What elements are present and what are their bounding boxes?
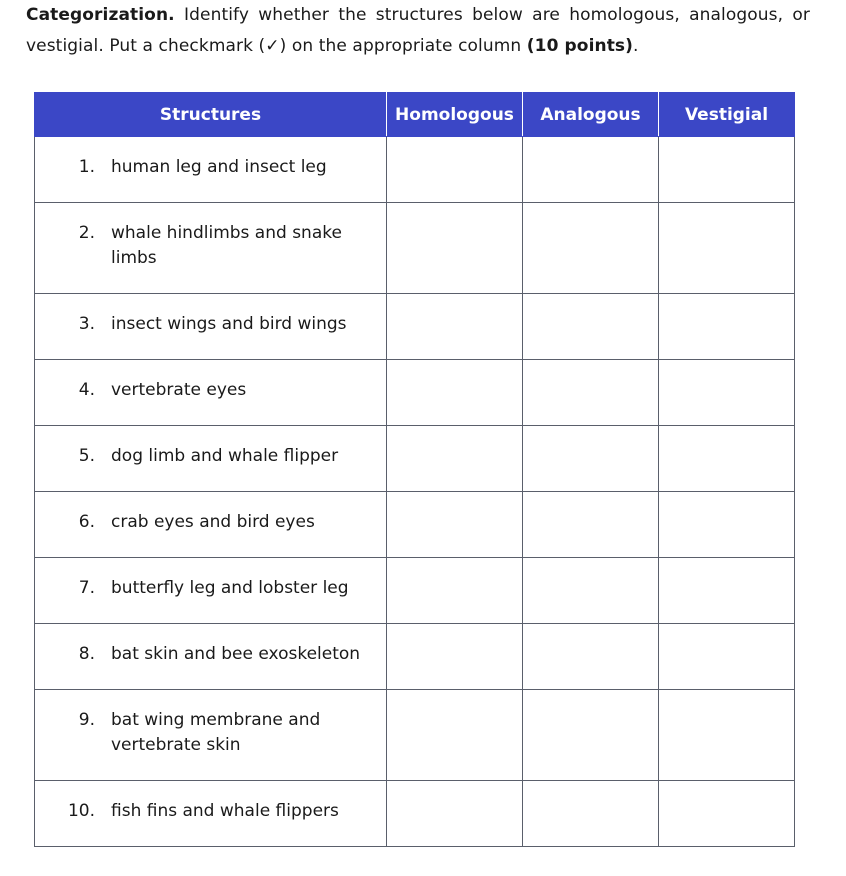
- vestigial-check-cell[interactable]: [659, 137, 795, 203]
- vestigial-check-cell[interactable]: [659, 690, 795, 781]
- structure-cell: [35, 360, 387, 426]
- structure-cell: [35, 426, 387, 492]
- homologous-check-cell[interactable]: [387, 492, 523, 558]
- item-text: dog limb and whale flipper: [111, 446, 339, 466]
- item-number: 1.: [78, 157, 95, 177]
- homologous-check-cell[interactable]: [387, 203, 523, 294]
- analogous-check-cell[interactable]: [523, 294, 659, 360]
- analogous-check-cell[interactable]: [523, 492, 659, 558]
- analogous-check-cell[interactable]: [523, 558, 659, 624]
- analogous-check-cell[interactable]: [523, 360, 659, 426]
- item-text: fish fins and whale flippers: [111, 801, 339, 821]
- homologous-check-cell[interactable]: [387, 781, 523, 847]
- homologous-check-cell[interactable]: [387, 360, 523, 426]
- vestigial-check-cell[interactable]: [659, 203, 795, 294]
- homologous-check-cell[interactable]: [387, 294, 523, 360]
- header-structures: Structures: [35, 93, 387, 137]
- structure-cell: [35, 558, 387, 624]
- item-text: bat wing membrane and vertebrate skin: [111, 710, 321, 755]
- homologous-check-cell[interactable]: [387, 558, 523, 624]
- item-number: 2.: [78, 223, 95, 243]
- table-row: [35, 624, 795, 690]
- instructions-paragraph: [26, 0, 810, 62]
- structure-cell: [35, 203, 387, 294]
- item-text: butterfly leg and lobster leg: [111, 578, 349, 598]
- vestigial-check-cell[interactable]: [659, 624, 795, 690]
- item-number: 8.: [78, 644, 95, 664]
- homologous-check-cell[interactable]: [387, 426, 523, 492]
- structure-cell: [35, 781, 387, 847]
- table-row: [35, 558, 795, 624]
- item-text: crab eyes and bird eyes: [111, 512, 315, 532]
- item-text: bat skin and bee exoskeleton: [111, 644, 361, 664]
- analogous-check-cell[interactable]: [523, 137, 659, 203]
- analogous-check-cell[interactable]: [523, 690, 659, 781]
- instructions-lead: Categorization.: [26, 5, 175, 25]
- analogous-check-cell[interactable]: [523, 426, 659, 492]
- item-number: 5.: [78, 446, 95, 466]
- vestigial-check-cell[interactable]: [659, 360, 795, 426]
- table-row: [35, 492, 795, 558]
- header-analogous: Analogous: [523, 93, 659, 137]
- structure-cell: [35, 137, 387, 203]
- header-homologous: Homologous: [387, 93, 523, 137]
- item-text: whale hindlimbs and snake limbs: [111, 223, 342, 268]
- table-row: [35, 203, 795, 294]
- table-row: [35, 426, 795, 492]
- vestigial-check-cell[interactable]: [659, 781, 795, 847]
- categorization-table: [34, 92, 795, 847]
- table-row: [35, 294, 795, 360]
- table-header-row: [35, 93, 795, 137]
- item-text: vertebrate eyes: [111, 380, 247, 400]
- homologous-check-cell[interactable]: [387, 690, 523, 781]
- item-number: 4.: [78, 380, 95, 400]
- item-text: human leg and insect leg: [111, 157, 327, 177]
- item-number: 7.: [78, 578, 95, 598]
- instructions-points: (10 points): [526, 36, 634, 56]
- item-text: insect wings and bird wings: [111, 314, 347, 334]
- header-vestigial: Vestigial: [659, 93, 795, 137]
- vestigial-check-cell[interactable]: [659, 558, 795, 624]
- item-number: 10.: [67, 801, 95, 821]
- homologous-check-cell[interactable]: [387, 624, 523, 690]
- analogous-check-cell[interactable]: [523, 781, 659, 847]
- structure-cell: [35, 294, 387, 360]
- item-number: 3.: [78, 314, 95, 334]
- vestigial-check-cell[interactable]: [659, 492, 795, 558]
- structure-cell: [35, 690, 387, 781]
- analogous-check-cell[interactable]: [523, 624, 659, 690]
- vestigial-check-cell[interactable]: [659, 294, 795, 360]
- structure-cell: [35, 624, 387, 690]
- table-row: [35, 137, 795, 203]
- vestigial-check-cell[interactable]: [659, 426, 795, 492]
- table-row: [35, 690, 795, 781]
- table-row: [35, 360, 795, 426]
- table-row: [35, 781, 795, 847]
- analogous-check-cell[interactable]: [523, 203, 659, 294]
- structure-cell: [35, 492, 387, 558]
- instructions-end: .: [633, 36, 639, 56]
- item-number: 9.: [78, 710, 95, 730]
- instructions-body: Identify whether the structures below are homologous, analogous, or vestigial. Put a checkmark (✓) on the appropriate column: [26, 5, 810, 56]
- item-number: 6.: [78, 512, 95, 532]
- homologous-check-cell[interactable]: [387, 137, 523, 203]
